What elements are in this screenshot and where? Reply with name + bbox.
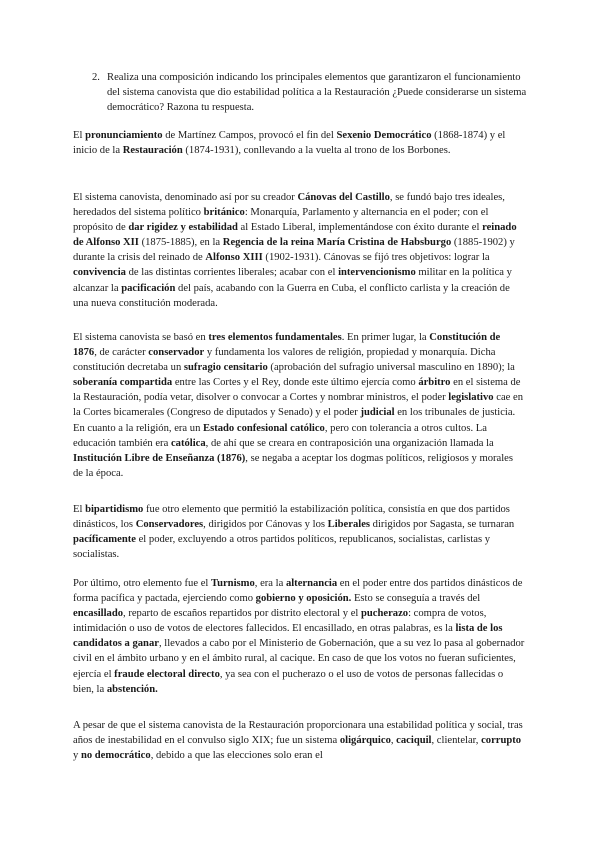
text-run: del país, acabando con la Guerra en Cuba, el conflicto carlista y la creación de una nueva constitución moderada. — [73, 282, 510, 309]
text-run: , clientelar, — [431, 735, 482, 747]
question-number: 2. — [92, 72, 100, 83]
bold-term: lista de los candidatos a ganar — [73, 623, 503, 650]
text-run: El — [73, 130, 86, 141]
question-item — [92, 70, 532, 115]
text-run: , dirigidos por Cánovas y los — [203, 519, 328, 531]
text-run: , era la — [254, 578, 286, 589]
bold-term: reinado de Alfonso XII — [73, 222, 517, 249]
text-run: El sistema canovista se basó en — [73, 332, 209, 343]
bold-term: británico — [203, 207, 245, 219]
bold-term: pacíficamente — [73, 534, 136, 546]
text-run: de las distintas corrientes liberales; acabar con el — [125, 267, 339, 279]
text-run: dirigidos por Sagasta, se turnaran — [370, 519, 515, 531]
text-run: fue otro elemento que permitió la estabilización política, consistía en que dos partidos dinásticos, los — [73, 504, 510, 531]
text-run: Esto se conseguía a través del — [351, 593, 481, 605]
bold-term: oligárquico — [339, 735, 391, 747]
bold-term: Restauración — [122, 145, 183, 157]
bold-term: bipartidismo — [85, 504, 144, 515]
paragraph-sistema-canovista — [73, 190, 525, 311]
bold-term: gobierno y oposición. — [255, 593, 352, 605]
text-run: de Martínez Campos, provocó el fin del — [162, 130, 337, 141]
bold-term: no democrático — [80, 750, 151, 762]
text-run: , de carácter — [94, 347, 149, 359]
bold-term: dar rigidez y estabilidad — [128, 222, 238, 234]
bold-term: encasillado — [73, 608, 124, 620]
text-run: (1875-1885), en la — [138, 237, 223, 249]
text-run: en los tribunales de justicia. En cuanto a la religión, era un — [73, 407, 516, 434]
bold-term: Institución Libre de Enseñanza (1876) — [73, 452, 246, 464]
text-run: El — [73, 504, 86, 515]
text-run: cae en la Cortes bicamerales (Congreso de diputados y Senado) y el poder — [73, 392, 523, 419]
text-run: , reparto de escaños repartidos por distrito electoral y el — [123, 608, 362, 620]
text-run: : Monarquía, Parlamento y alternancia en el poder; con el propósito de — [73, 207, 489, 234]
bold-term: sufragio censitario — [183, 362, 268, 374]
bold-term: Turnismo — [210, 578, 255, 589]
bold-term: alternancia — [285, 578, 338, 589]
paragraph-bipartidismo — [73, 502, 525, 562]
text-run: y fundamenta los valores de religión, propiedad y monarquía. Dicha constitución decretaba un — [73, 347, 496, 374]
text-run: A pesar de que el sistema canovista de la Restauración proporcionara una estabilidad política y social, tras años de inestabilidad en el convulso siglo XIX; fue un sistema — [73, 720, 523, 747]
text-run: (1902-1931). Cánovas se fijó tres objetivos: lograr la — [262, 252, 490, 264]
text-run: . En primer lugar, la — [341, 332, 430, 343]
question-text: Realiza una composición indicando los principales elementos que garantizaron el funcionamiento del sistema canovista que dio estabilidad política a la Restauración ¿Puede considerarse un sistema democrático? Razona tu respuesta. — [107, 72, 527, 114]
text-run: , debido a que las elecciones solo eran el — [150, 750, 323, 762]
bold-term: pacificación — [121, 282, 176, 294]
text-run: , se negaba a aceptar los dogmas políticos, religiosos y morales de la época. — [73, 452, 513, 479]
bold-term: soberanía compartida — [73, 377, 173, 389]
bold-term: convivencia — [73, 267, 126, 279]
bold-term: conservador — [148, 347, 205, 359]
text-run: al Estado Liberal, implementándose con éxito durante el — [237, 222, 483, 234]
text-run: , pero con tolerancia a otros cultos. La educación también era — [73, 422, 487, 449]
bold-term: abstención. — [106, 683, 158, 695]
text-run: (1885-1902) y durante la crisis del reinado de — [73, 237, 515, 264]
text-run: (1868-1874) y el inicio de la — [73, 130, 506, 157]
text-run: : compra de votos, intimidación o uso de votos de electores fallecidos. El encasillado, en otras palabras, es la — [73, 608, 487, 635]
bold-term: Conservadores — [135, 519, 204, 531]
bold-term: fraude electoral directo — [114, 668, 220, 680]
paragraph-turnismo — [73, 576, 525, 697]
bold-term: caciquil — [396, 735, 432, 747]
text-run: (1874-1931), conllevando a la vuelta al trono de los Borbones. — [182, 145, 451, 157]
text-run: entre las Cortes y el Rey, donde este último ejercía como — [172, 377, 419, 389]
bold-term: Regencia de la reina María Cristina de Habsburgo — [222, 237, 452, 249]
text-run: militar en la política y alcanzar la — [73, 267, 512, 294]
bold-term: Constitución de 1876 — [73, 332, 501, 359]
bold-term: legislativo — [448, 392, 494, 404]
text-run: Por último, otro elemento fue el — [73, 578, 211, 589]
bold-term: árbitro — [418, 377, 451, 389]
bold-term: tres elementos fundamentales — [208, 332, 342, 343]
text-run: , — [390, 735, 397, 747]
text-run: en el poder entre dos partidos dinásticos de forma pacífica y pactada, ejerciendo como — [73, 578, 523, 605]
bold-term: intervencionismo — [338, 267, 416, 279]
bold-term: católica — [170, 437, 206, 449]
bold-term: pronunciamiento — [85, 130, 163, 141]
bold-term: Estado confesional católico — [203, 422, 325, 434]
bold-term: judicial — [360, 407, 395, 419]
text-run: en el sistema de la Restauración, podía vetar, disolver o convocar a Cortes y nombrar ministros, el poder — [73, 377, 521, 404]
text-run: y — [73, 750, 81, 762]
paragraph-elementos-fundamentales — [73, 330, 525, 481]
bold-term: Liberales — [327, 519, 371, 531]
paragraph-pronunciamiento — [73, 128, 525, 158]
text-run: , de ahí que se creara en contraposición una organización llamada la — [205, 437, 494, 449]
paragraph-conclusion — [73, 718, 525, 763]
bold-term: Alfonso XIII — [205, 252, 263, 264]
text-run: (aprobación del sufragio universal masculino en 1890); la — [267, 362, 515, 374]
text-run: , llevados a cabo por el Ministerio de Gobernación, que a su vez lo pasa al gobernador civil en el ámbito urbano y en el ámbito rural, al cacique. En caso de que los votos no fueran suficientes, ejercía el — [73, 638, 525, 680]
text-run: el poder, excluyendo a otros partidos políticos, republicanos, socialistas, carlistas y socialistas. — [73, 534, 491, 561]
bold-term: corrupto — [481, 735, 522, 747]
text-run: , ya sea con el pucherazo o el uso de votos de personas fallecidas o bien, la — [73, 668, 504, 695]
bold-term: Sexenio Democrático — [336, 130, 432, 141]
text-run: El sistema canovista, denominado así por su creador — [73, 192, 298, 203]
bold-term: pucherazo — [361, 608, 409, 620]
bold-term: Cánovas del Castillo — [297, 192, 390, 203]
text-run: , se fundó bajo tres ideales, heredados del sistema político — [73, 192, 505, 219]
